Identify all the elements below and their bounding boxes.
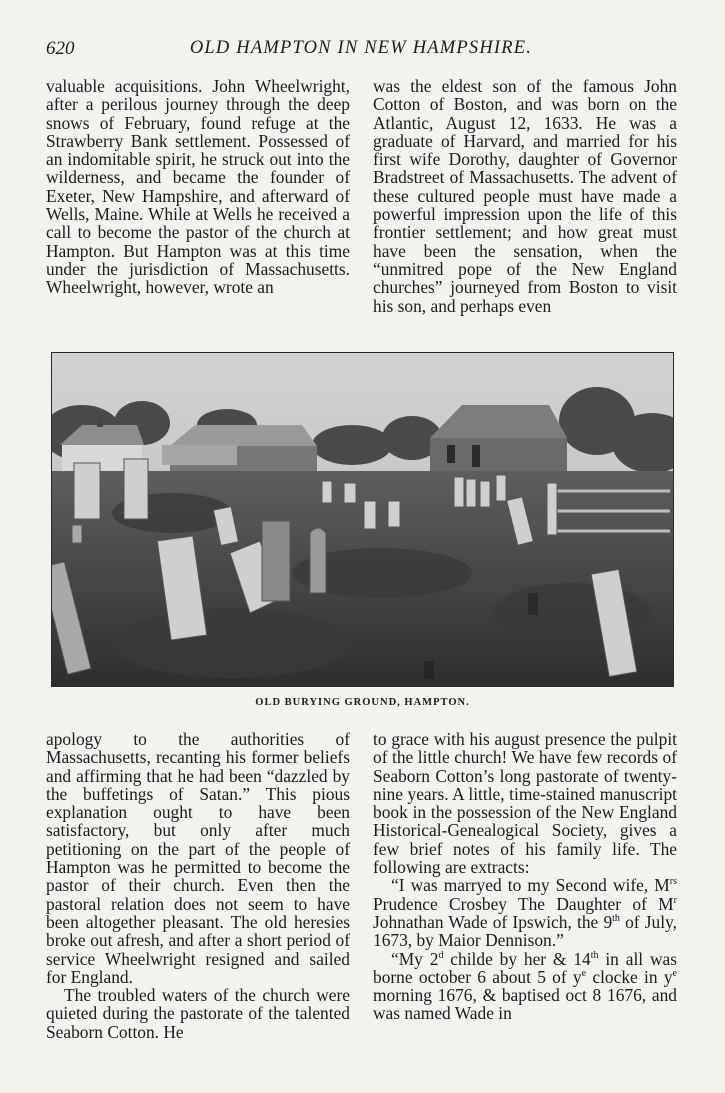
paragraph: apology to the authorities of Massachusetts, recanting his former beliefs and affirming that he had been “dazzled by the buffetings of Satan.” This pious explanation ought to have been satisfactory, but only after much petitioning on the part of the people of Hampton was he permitted to become the pastor of their church. Even then the pastoral relation does not seem to have been altogether pleasant. The old heresies broke out afresh, and after a short period of service Wheelwright resigned and sailed for England. [46, 729, 350, 987]
column-left-bottom [46, 730, 350, 1041]
superscript: rs [669, 876, 677, 888]
quote-text: morning 1676, & baptised oct 8 1676, and was named Wade in [373, 985, 677, 1024]
quote-paragraph [373, 950, 677, 1023]
paragraph: The troubled waters of the church were quieted during the pastorate of the talented Seaborn Cotton. He [46, 985, 350, 1042]
superscript: th [612, 913, 620, 925]
quote-text: clocke in y [586, 966, 673, 987]
running-title: OLD HAMPTON IN NEW HAMPSHIRE. [189, 38, 533, 58]
superscript: e [672, 968, 677, 980]
paragraph: to grace with his august presence the pulpit of the little church! We have few records of Seaborn Cotton’s long pastorate of twenty-nine years. A little, time-stained manuscript book in the possession of the New England Historical-Genealogical Society, gives a few brief notes of his family life. The following are extracts: [373, 729, 677, 878]
quote-text: childe by her & 14 [443, 948, 591, 969]
superscript: d [438, 949, 444, 961]
burying-ground-photo [51, 352, 674, 687]
superscript: e [581, 968, 587, 980]
page-number: 620 [46, 38, 75, 59]
column-right-bottom [373, 730, 677, 1023]
quote-text: in all was borne october 6 about 5 of y [373, 948, 678, 987]
column-right-top [373, 77, 677, 315]
paragraph: was the eldest son of the famous John Cotton of Boston, and was born on the Atlantic, August 12, 1633. He was a graduate of Harvard, and married for his first wife Dorothy, daughter of Governor Bradstreet of Massachusetts. The advent of these cultured people must have made a powerful impression upon the life of this frontier settlement; and how great must have been the sensation, when the “unmitred pope of the New England churches” journeyed from Boston to visit his son, and perhaps even [373, 76, 677, 316]
quote-text: “My 2 [391, 948, 439, 969]
superscript: r [673, 894, 677, 906]
quote-text: Johnathan Wade of Ipswich, the 9 [373, 911, 613, 932]
column-left-top [46, 77, 350, 297]
quote-text: of July, 1673, by Maior Dennison.” [373, 911, 677, 951]
quote-text: Prudence Crosbey The Daughter of M [373, 893, 674, 914]
paragraph: valuable acquisitions. John Wheelwright, after a perilous journey through the deep snows of February, found refuge at the Strawberry Bank settlement. Possessed of an indomitable spirit, he struck out into the wilderness, and became the founder of Exeter, New Hampshire, and afterward of Wells, Maine. While at Wells he received a call to become the pastor of the church at Hampton. But Hampton was at this time under the jurisdiction of Massachusetts. Wheelwright, however, wrote an [46, 76, 350, 298]
quote-paragraph [373, 876, 677, 949]
quote-text: “I was marryed to my Second wife, M [391, 875, 670, 896]
superscript: th [590, 949, 599, 961]
page-header [46, 38, 676, 62]
figure-caption: OLD BURYING GROUND, HAMPTON. [255, 697, 470, 708]
